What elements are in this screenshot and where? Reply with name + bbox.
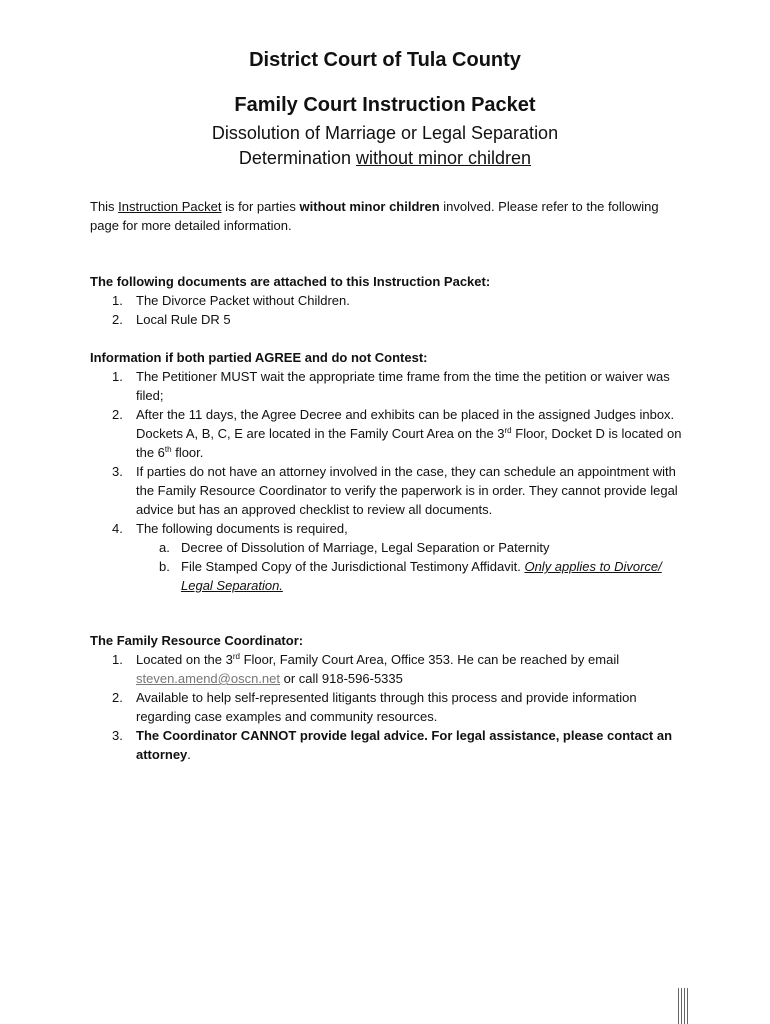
section-attached-documents <box>90 272 690 329</box>
list-item-bold-text: The Coordinator CANNOT provide legal advice. For legal assistance, please contact an attorney <box>136 728 673 762</box>
list-marker: 3. <box>112 728 123 743</box>
section-coordinator <box>90 631 690 764</box>
sublist-item <box>159 538 690 557</box>
ordinal-suffix: rd <box>504 426 512 435</box>
email-link[interactable]: steven.amend@oscn.net <box>136 671 281 686</box>
list-item-text: Local Rule DR 5 <box>136 312 231 327</box>
instruction-packet-link[interactable]: Instruction Packet <box>118 199 222 214</box>
list-item <box>112 310 690 329</box>
sublist-item-text: Decree of Dissolution of Marriage, Legal Separation or Paternity <box>181 540 550 555</box>
list-marker: 4. <box>112 521 123 536</box>
ordinal-suffix: rd <box>232 652 240 661</box>
section-agree <box>90 348 690 595</box>
sublist-marker: a. <box>159 540 170 555</box>
list-item-text: . <box>187 747 191 762</box>
list-marker: 2. <box>112 407 123 422</box>
divorce-note-emphasis: Only applies to Divorce/ Legal Separation. <box>181 559 662 593</box>
list-item-text: Located on the 3 <box>136 652 233 667</box>
section-heading: The Family Resource Coordinator: <box>90 633 304 648</box>
intro-bold-text: without minor children <box>299 199 440 214</box>
subtitle-line-1: Dissolution of Marriage or Legal Separation <box>211 123 559 143</box>
list-item-text: The Divorce Packet without Children. <box>136 293 350 308</box>
list-item-text: floor. <box>171 445 204 460</box>
attached-documents-list <box>90 291 690 329</box>
intro-text-1: This <box>90 199 119 214</box>
list-marker: 3. <box>112 464 123 479</box>
list-item-text: Floor, Docket D is located on the 6 <box>136 426 682 460</box>
ordinal-suffix: th <box>164 445 172 454</box>
list-item <box>112 405 690 462</box>
court-name: District Court of Tula County <box>249 49 521 71</box>
subtitle-line-2 <box>0 148 770 169</box>
list-item-text: Available to help self-represented litigants through this process and provide information regarding case examples and community resources. <box>136 690 637 724</box>
list-item <box>112 367 690 405</box>
list-item <box>112 291 690 310</box>
list-marker: 2. <box>112 312 123 327</box>
intro-paragraph <box>90 197 680 235</box>
list-item <box>112 650 690 688</box>
intro-text-2: is for parties <box>221 199 300 214</box>
subtitle-underlined: without minor children <box>355 148 532 168</box>
packet-title: Family Court Instruction Packet <box>234 94 536 116</box>
intro-text-3: involved. Please refer to the following page for more detailed information. <box>90 199 659 233</box>
section-heading: The following documents are attached to this Instruction Packet: <box>90 274 491 289</box>
list-marker: 1. <box>112 652 123 667</box>
section-heading: Information if both partied AGREE and do not Contest: <box>90 350 428 365</box>
list-item-text: The Petitioner MUST wait the appropriate time frame from the time the petition or waiver was filed; <box>136 369 670 403</box>
list-marker: 1. <box>112 293 123 308</box>
required-documents-sublist <box>136 538 690 595</box>
sublist-marker: b. <box>159 559 170 574</box>
list-item <box>112 726 690 764</box>
list-marker: 1. <box>112 369 123 384</box>
list-item-text: Floor, Family Court Area, Office 353. He can be reached by email <box>239 652 620 667</box>
list-item-text: or call 918-596-5335 <box>280 671 403 686</box>
sublist-item <box>159 557 690 595</box>
list-item <box>112 688 690 726</box>
list-item-text: After the 11 days, the Agree Decree and exhibits can be placed in the assigned Judges inbox. Dockets A, B, C, E are located in the Family Court Area on the 3 <box>136 407 675 441</box>
list-item <box>112 519 690 595</box>
subtitle-prefix: Determination <box>238 148 356 168</box>
coordinator-list <box>90 650 690 764</box>
list-item <box>112 462 690 519</box>
agree-list <box>90 367 690 595</box>
page-edge-marks <box>678 988 688 1024</box>
list-marker: 2. <box>112 690 123 705</box>
list-item-text: If parties do not have an attorney involved in the case, they can schedule an appointment with the Family Resource Coordinator to verify the paperwork is in order. They cannot provide legal advice but has an approved checklist to review all documents. <box>136 464 678 517</box>
sublist-item-text: File Stamped Copy of the Jurisdictional Testimony Affidavit. <box>181 559 525 574</box>
list-item-text: The following documents is required, <box>136 521 348 536</box>
